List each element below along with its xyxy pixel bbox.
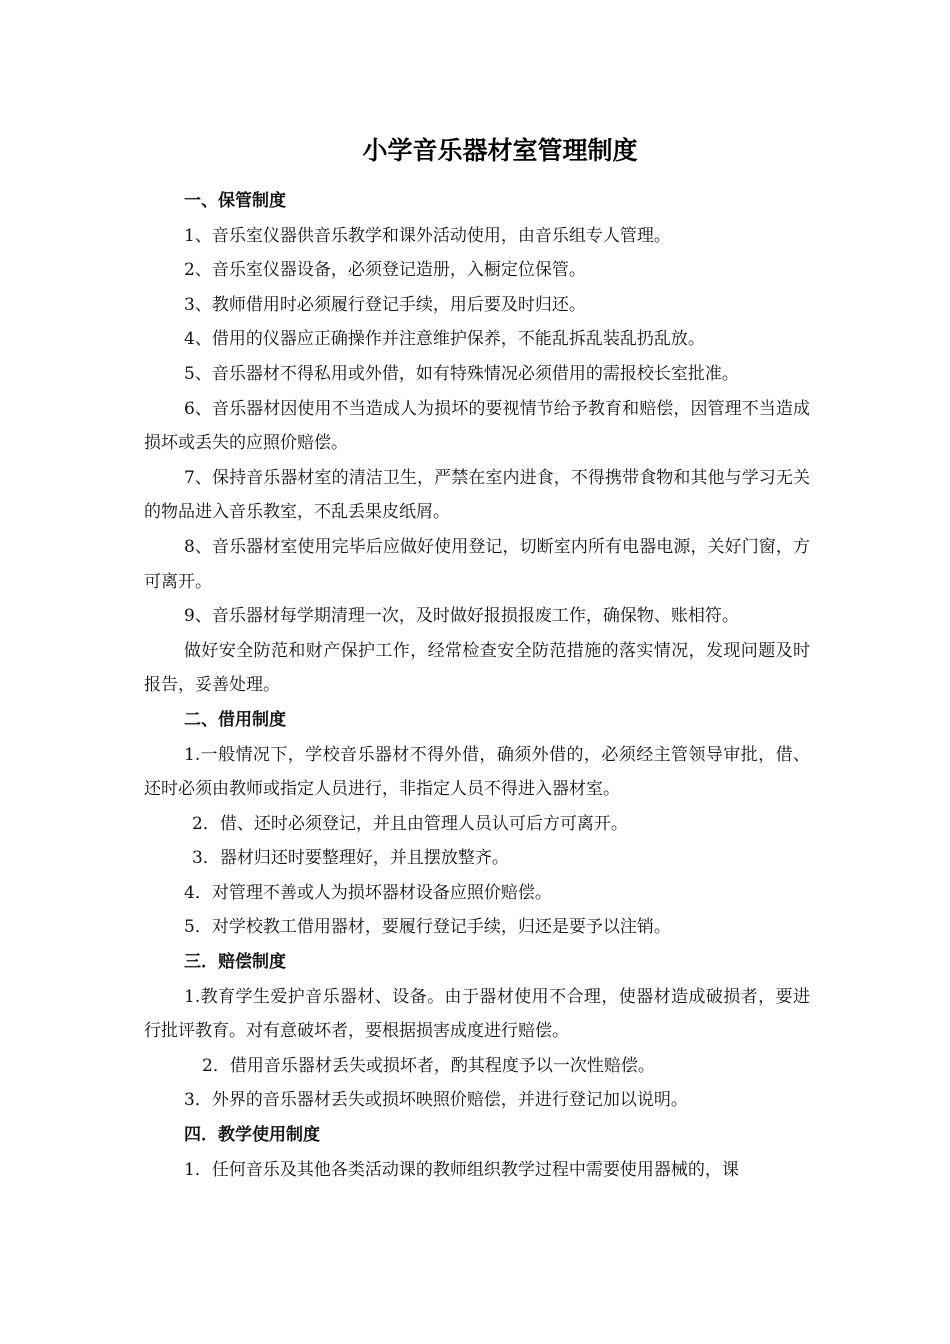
- paragraph: 做好安全防范和财产保护工作，经常检查安全防范措施的落实情况，发现问题及时报告，妥善处理。: [144, 640, 810, 696]
- paragraph: 8、音乐器材室使用完毕后应做好使用登记，切断室内所有电器电源，关好门窗，方可离开。: [144, 536, 810, 592]
- paragraph: 9、音乐器材每学期清理一次，及时做好报损报废工作，确保物、账相符。: [184, 606, 739, 627]
- section-heading-compensation: 三．赔偿制度: [184, 952, 286, 973]
- section-heading-borrowing: 二、借用制度: [184, 709, 286, 730]
- paragraph: 3．器材归还时要整理好，并且摆放整齐。: [192, 848, 509, 869]
- paragraph: 5、音乐器材不得私用或外借，如有特殊情况必须借用的需报校长室批准。: [184, 363, 739, 384]
- paragraph: 7、保持音乐器材室的清洁卫生，严禁在室内进食，不得携带食物和其他与学习无关的物品进入音乐教室，不乱丢果皮纸屑。: [144, 467, 810, 523]
- paragraph: 1.一般情况下，学校音乐器材不得外借，确须外借的，必须经主管领导审批，借、还时必须由教师或指定人员进行，非指定人员不得进入器材室。: [144, 744, 810, 800]
- paragraph: 2、音乐室仪器设备，必须登记造册，入橱定位保管。: [184, 260, 586, 281]
- section-heading-custody: 一、保管制度: [184, 191, 286, 211]
- paragraph: 3．外界的音乐器材丢失或损坏映照价赔偿，并进行登记加以说明。: [184, 1090, 688, 1111]
- document-title: 小学音乐器材室管理制度: [362, 136, 638, 165]
- paragraph: 1．任何音乐及其他各类活动课的教师组织教学过程中需要使用器械的，课: [184, 1159, 739, 1180]
- paragraph: 4、借用的仪器应正确操作并注意维护保养，不能乱拆乱装乱扔乱放。: [184, 329, 705, 350]
- paragraph: 2．借、还时必须登记，并且由管理人员认可后方可离开。: [192, 813, 628, 834]
- paragraph: 5．对学校教工借用器材，要履行登记手续，归还是要予以注销。: [184, 917, 671, 938]
- document-body: [144, 184, 810, 1187]
- paragraph: 1、音乐室仪器供音乐教学和课外活动使用，由音乐组专人管理。: [184, 225, 671, 246]
- paragraph: 6、音乐器材因使用不当造成人为损坏的要视情节给予教育和赔偿，因管理不当造成损坏或丢失的应照价赔偿。: [144, 398, 810, 454]
- section-heading-teaching-use: 四．教学使用制度: [184, 1125, 320, 1146]
- paragraph: 2．借用音乐器材丢失或损坏者，酌其程度予以一次性赔偿。: [202, 1055, 655, 1076]
- paragraph: 3、教师借用时必须履行登记手续，用后要及时归还。: [184, 294, 586, 315]
- paragraph: 1.教育学生爱护音乐器材、设备。由于器材使用不合理，使器材造成破损者，要进行批评教育。对有意破坏者，要根据损害成度进行赔偿。: [144, 986, 810, 1042]
- paragraph: 4．对管理不善或人为损坏器材设备应照价赔偿。: [184, 882, 552, 903]
